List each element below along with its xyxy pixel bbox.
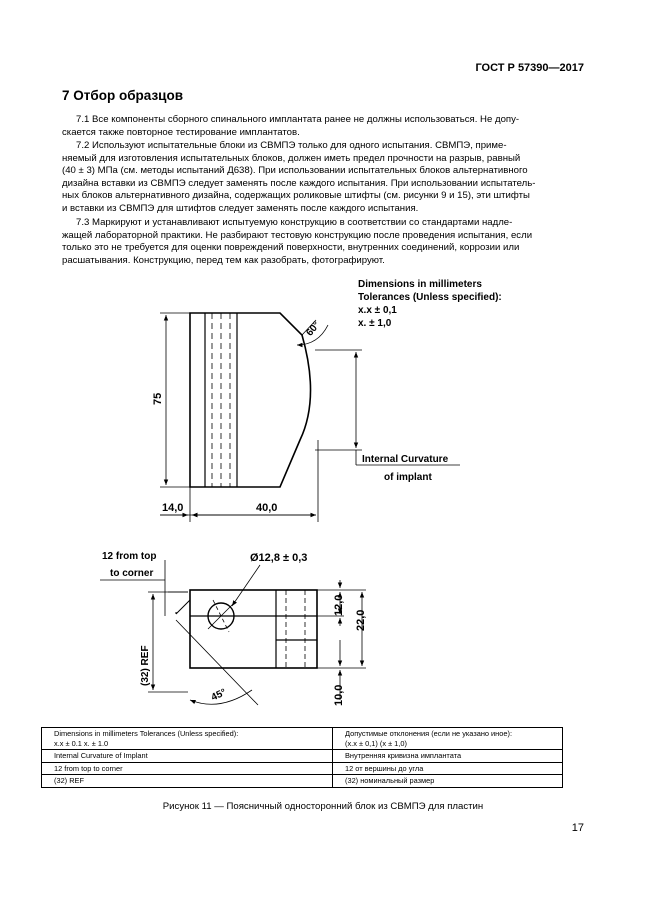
dim-12-label: 12,0 bbox=[333, 594, 345, 616]
legend-ru: Внутренняя кривизна имплантата bbox=[333, 750, 563, 763]
text-line: 7.3 Маркируют и устанавливают испытуемую конструкцию в соответствии со стандартами надле- bbox=[76, 217, 513, 228]
text-line: (40 ± 3) МПа (см. методы испытаний Д638). При использовании испытательных блоков альтернативного bbox=[62, 165, 528, 177]
height-75-label: 75 bbox=[152, 392, 164, 405]
dim-10-label: 10,0 bbox=[333, 684, 345, 706]
paragraph-7-3 bbox=[62, 217, 582, 267]
from-top-label-2: to corner bbox=[110, 568, 154, 579]
width-14-label: 14,0 bbox=[162, 502, 184, 514]
legend-en: (32) REF bbox=[42, 775, 333, 788]
legend-en-text: x.x ± 0.1 x. ± 1.0 bbox=[54, 738, 109, 748]
page-number: 17 bbox=[571, 822, 584, 834]
legend-en bbox=[42, 728, 333, 750]
legend-ru: 12 от вершины до угла bbox=[333, 762, 563, 775]
dim-22-label: 22,0 bbox=[355, 609, 367, 631]
tolerance-2: x. ± 1,0 bbox=[358, 318, 392, 329]
section-title: 7 Отбор образцов bbox=[62, 88, 184, 103]
legend-ru-text: Допустимые отклонения (если не указано иное): bbox=[345, 729, 513, 738]
legend-ru bbox=[333, 728, 563, 750]
legend-en: Internal Curvature of Implant bbox=[42, 750, 333, 763]
legend-table bbox=[41, 727, 563, 788]
angle-45-label: 45° bbox=[209, 687, 229, 704]
dims-title: Dimensions in millimeters bbox=[358, 279, 482, 290]
text-line: скается также повторное тестирование имплантатов. bbox=[62, 126, 300, 138]
ref-32-label: (32) REF bbox=[140, 645, 151, 686]
text-line: жащей лабораторной практики. Не разбирают тестовую конструкцию после проведения испытания, если bbox=[62, 229, 533, 241]
from-top-label-1: 12 from top bbox=[102, 551, 157, 562]
text-line: только это не требуется для оценки повреждений поверхности, внутренних соединений, коррозии или bbox=[62, 242, 520, 254]
text-line: няемый для изготовления испытательных блоков, должен иметь предел прочности на разрыв, равный bbox=[62, 152, 521, 164]
document-code: ГОСТ Р 57390—2017 bbox=[475, 62, 584, 74]
curvature-label-1: Internal Curvature bbox=[362, 454, 449, 465]
text-line: расшатывания. Конструкцию, перед тем как разобрать, фотографируют. bbox=[62, 254, 385, 266]
paragraph-7-2 bbox=[62, 140, 582, 216]
curvature-label-2: of implant bbox=[384, 472, 432, 483]
text-line: дизайна вставки из СВМПЭ следует заменять после каждого испытания. При использовании испытатель- bbox=[62, 177, 536, 189]
paragraph-7-1 bbox=[62, 114, 582, 139]
tolerance-1: x.x ± 0,1 bbox=[358, 305, 397, 316]
table-row bbox=[42, 775, 563, 788]
figure-caption: Рисунок 11 — Поясничный односторонний блок из СВМПЭ для пластин bbox=[162, 801, 484, 812]
table-row bbox=[42, 728, 563, 750]
angle-60-label: 60° bbox=[304, 319, 323, 339]
text-line: ных блоков альтернативного дизайна, содержащих роликовые штифты (см. рисунки 9 и 15), эти штифты bbox=[62, 190, 530, 202]
legend-ru: (32) номинальный размер bbox=[333, 775, 563, 788]
text-line: 7.1 Все компоненты сборного спинального имплантата ранее не должны использоваться. Не допу- bbox=[76, 114, 520, 125]
text-line: и вставки из СВМПЭ для штифтов следует заменять после каждого испытания. bbox=[62, 202, 419, 214]
hole-diameter-label: Ø12,8 ± 0,3 bbox=[250, 552, 308, 564]
legend-en: 12 from top to corner bbox=[42, 762, 333, 775]
technical-drawing bbox=[0, 270, 646, 725]
top-view-drawing bbox=[160, 313, 460, 522]
table-row bbox=[42, 762, 563, 775]
width-40-label: 40,0 bbox=[256, 502, 278, 514]
legend-ru-text: (x.x ± 0,1) (x ± 1,0) bbox=[345, 738, 407, 748]
legend-en-text: Dimensions in millimeters Tolerances (Unless specified): bbox=[54, 729, 239, 738]
text-line: 7.2 Используют испытательные блоки из СВМПЭ только для одного испытания. СВМПЭ, приме- bbox=[76, 140, 507, 151]
table-row bbox=[42, 750, 563, 763]
tolerances-title: Tolerances (Unless specified): bbox=[358, 292, 502, 303]
